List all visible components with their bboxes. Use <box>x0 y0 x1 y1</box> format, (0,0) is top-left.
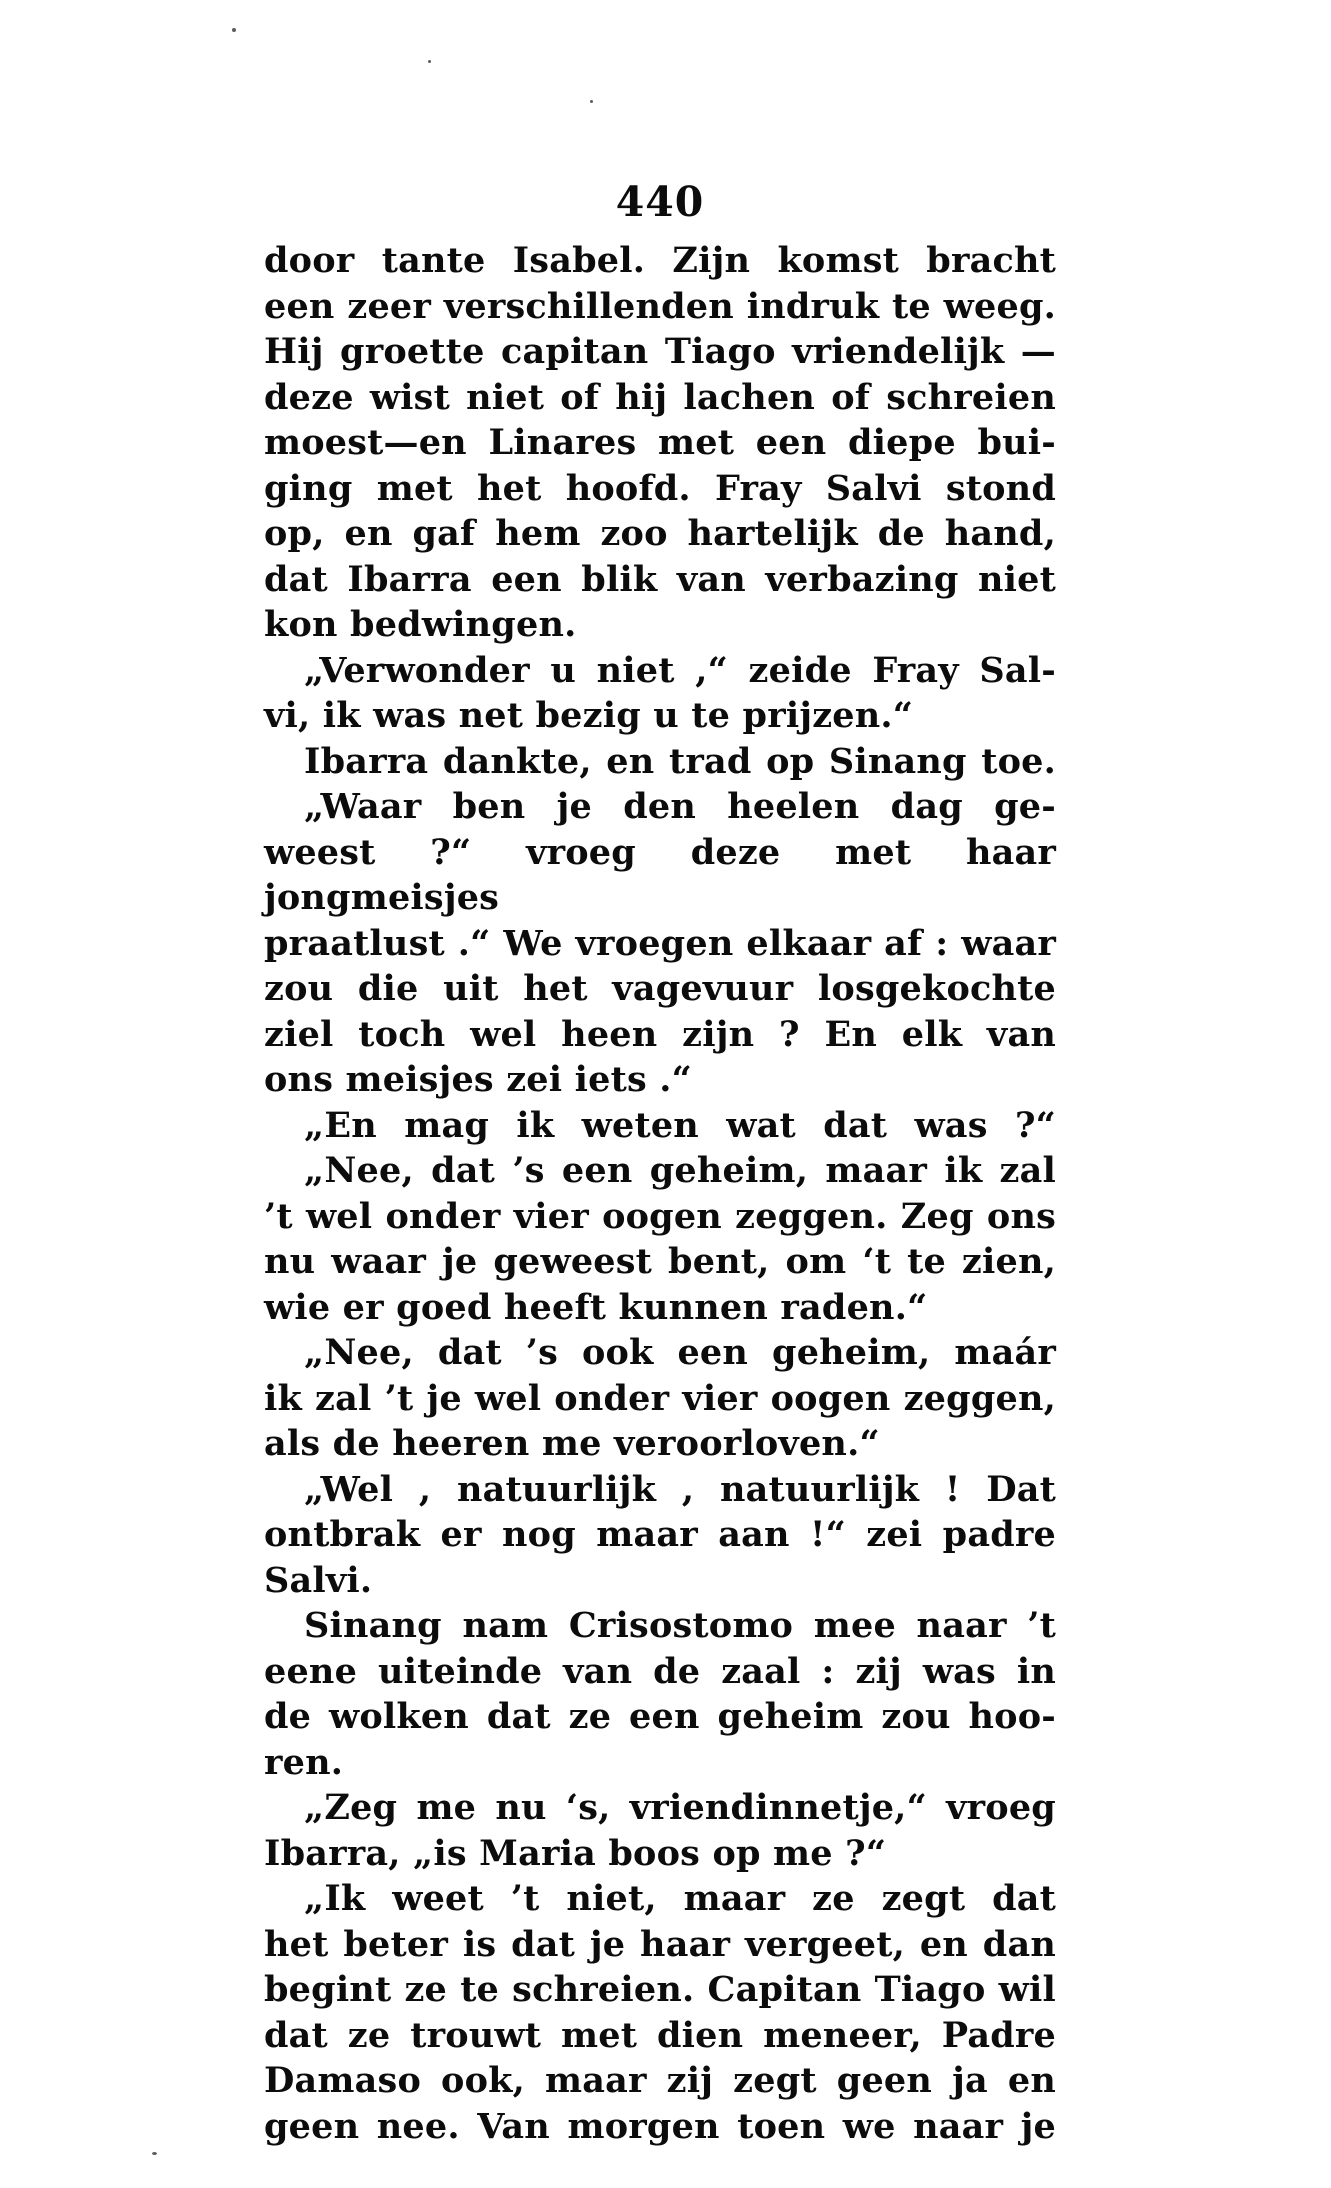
scan-speck <box>590 100 593 103</box>
text-line: nu waar je geweest bent, om ‘t te zien, <box>264 1241 1056 1282</box>
text-line: door tante Isabel. Zijn komst bracht <box>264 240 1056 281</box>
paragraph <box>264 648 1056 739</box>
text-block <box>264 238 1056 2149</box>
text-line: als de heeren me veroorloven.“ <box>264 1423 880 1464</box>
text-line: „Ik weet ’t niet, maar ze zegt dat <box>304 1878 1056 1919</box>
text-line: zou die uit het vagevuur losgekochte <box>264 968 1056 1009</box>
page-number: 440 <box>615 178 705 226</box>
text-line: „Wel , natuurlijk , natuurlijk ! Dat <box>304 1468 1056 1510</box>
text-line: ontbrak er nog maar aan !“ zei padre <box>264 1514 1056 1555</box>
text-line: Sinang nam Crisostomo mee naar ’t <box>304 1605 1056 1646</box>
text-line: ’t wel onder vier oogen zeggen. Zeg ons <box>264 1195 1056 1237</box>
text-line: een zeer verschillenden indruk te weeg. <box>264 285 1056 327</box>
paragraph <box>264 238 1056 648</box>
text-line: de wolken dat ze een geheim zou hoo- <box>264 1696 1056 1737</box>
text-line: Hij groette capitan Tiago vriendelijk — <box>264 331 1056 372</box>
paragraph <box>264 1785 1056 1876</box>
text-line: het beter is dat je haar vergeet, en dan <box>264 1923 1056 1965</box>
text-line: deze wist niet of hij lachen of schreien <box>264 376 1056 418</box>
paragraph <box>264 1603 1056 1785</box>
text-line: dat ze trouwt met dien meneer, Padre <box>264 2014 1056 2056</box>
text-line: vi, ik was net bezig u te prijzen.“ <box>264 695 914 736</box>
text-line: „Zeg me nu ‘s, vriendinnetje,“ vroeg <box>304 1787 1056 1828</box>
text-line: ziel toch wel heen zijn ? En elk van <box>264 1013 1056 1055</box>
text-line: moest—en Linares met een diepe bui- <box>264 422 1056 463</box>
paragraph <box>264 1103 1056 1149</box>
text-line: eene uiteinde van de zaal : zij was in <box>264 1650 1056 1692</box>
text-line: Ibarra, „is Maria boos op me ?“ <box>264 1832 887 1874</box>
paragraph <box>264 1330 1056 1467</box>
text-line: dat Ibarra een blik van verbazing niet <box>264 558 1056 600</box>
scan-speck <box>232 28 236 32</box>
paragraph <box>264 784 1056 1103</box>
scan-speck <box>428 60 431 63</box>
text-line: ren. <box>264 1741 344 1783</box>
text-line: praatlust .“ We vroegen elkaar af : waar <box>264 922 1056 964</box>
text-line: „Nee, dat ’s een geheim, maar ik zal <box>304 1150 1056 1191</box>
paragraph <box>264 1148 1056 1330</box>
text-line: wie er goed heeft kunnen raden.“ <box>264 1286 928 1328</box>
text-line: ging met het hoofd. Fray Salvi stond <box>264 467 1056 509</box>
text-line: „Verwonder u niet ,“ zeide Fray Sal- <box>304 649 1056 691</box>
paragraph <box>264 1467 1056 1604</box>
text-line: begint ze te schreien. Capitan Tiago wil <box>264 1969 1056 2010</box>
text-line: „Waar ben je den heelen dag ge- <box>304 786 1056 827</box>
text-line: Salvi. <box>264 1559 373 1601</box>
text-line: Damaso ook, maar zij zegt geen ja en <box>264 2060 1056 2101</box>
text-line: „Nee, dat ’s ook een geheim, maár <box>304 1332 1056 1373</box>
text-line: geen nee. Van morgen toen we naar je <box>264 2105 1056 2147</box>
text-line: weest ?“ vroeg deze met haar jongmeisjes <box>264 831 1056 918</box>
paragraph <box>264 739 1056 785</box>
scan-speck <box>152 2152 157 2155</box>
text-line: „En mag ik weten wat dat was ?“ <box>304 1104 1056 1146</box>
text-line: ik zal ’t je wel onder vier oogen zeggen, <box>264 1377 1056 1419</box>
paragraph <box>264 1876 1056 2149</box>
text-line: Ibarra dankte, en trad op Sinang toe. <box>304 740 1056 782</box>
text-line: kon bedwingen. <box>264 604 577 645</box>
text-line: ons meisjes zei iets .“ <box>264 1059 692 1100</box>
text-line: op, en gaf hem zoo hartelijk de hand, <box>264 513 1056 554</box>
